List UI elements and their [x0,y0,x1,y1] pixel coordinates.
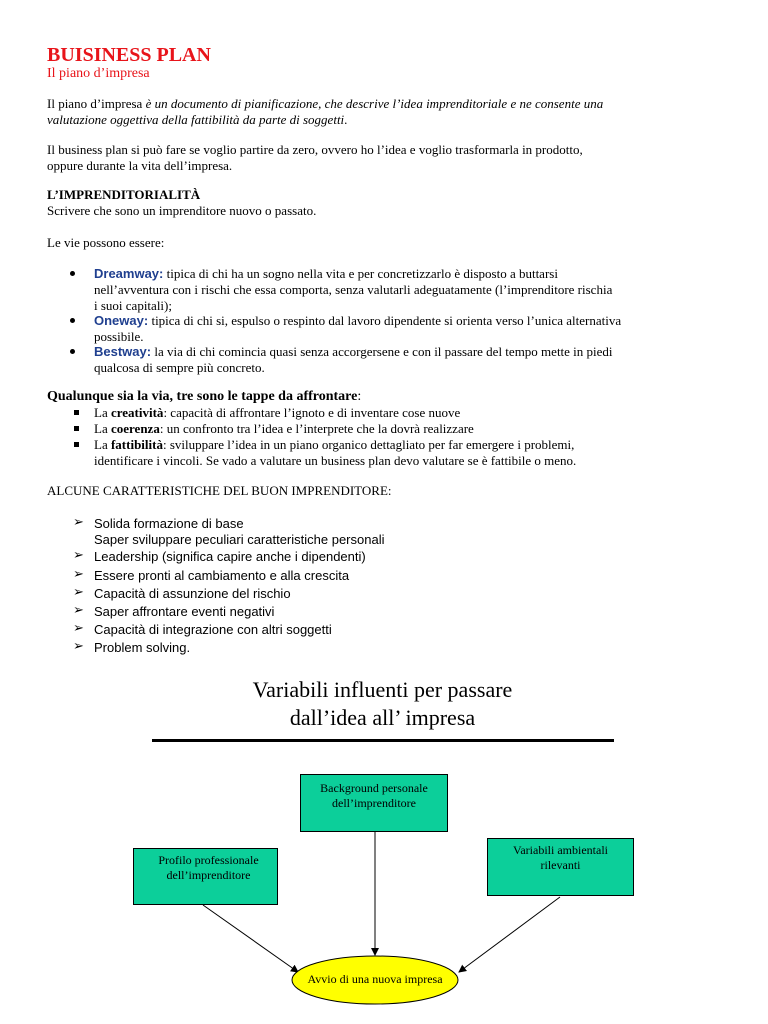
arrow-bullet-icon: ➢ [73,639,84,654]
page-subtitle: Il piano d’impresa [47,66,150,81]
box-text: Variabili ambientali [513,843,608,857]
arrow-bullet-icon: ➢ [73,621,84,636]
tappa-bold: creatività [110,405,164,420]
box-text: Profilo professionale [158,853,259,867]
via-dreamway: Dreamway: tipica di chi ha un sogno nella vita e per concretizzarlo è disposto a buttarsi nell’avventura con i rischi che essa comporta, senza valutarli adeguatamente (l’imprenditore rischia i suoi capitali); [94,266,613,313]
arrow-bullet-icon: ➢ [73,548,84,563]
connector-left [203,905,298,972]
via-name: Oneway [94,313,144,328]
via-line: possibile. [94,329,144,344]
via-line: i suoi capitali); [94,298,172,313]
vie-intro: Le vie possono essere: [47,235,165,250]
diagram-title-line2: dall’idea all’ impresa [289,705,476,730]
via-line: tipica di chi si, espulso o respinto dal lavoro dipendente si orienta verso l’unica alternativa [151,313,622,328]
intro-p2-line1: Il business plan si può fare se voglio partire da zero, ovvero ho l’idea e voglio trasformarla in prodotto, [47,142,583,157]
via-line: la via di chi comincia quasi senza accorgersene e con il passare del tempo mette in piedi [154,344,613,359]
via-name: Dreamway [94,266,160,281]
tappa-rest: : un confronto tra l’idea e l’interprete che la dovrà realizzare [159,421,474,436]
caratteristica-item: Capacità di assunzione del rischio [94,586,291,601]
box-text: rilevanti [540,858,581,872]
page-title: BUISINESS PLAN [47,44,211,66]
caratteristica-item: Capacità di integrazione con altri soggetti [94,622,332,637]
tappa-bold: coerenza [110,421,160,436]
caratteristica-item: Solida formazione di base [94,516,244,531]
via-name: Bestway [94,344,147,359]
arrow-bullet-icon: ➢ [73,567,84,582]
caratteristiche-heading: ALCUNE CARATTERISTICHE DEL BUON IMPRENDITORE: [47,483,392,498]
center-label: Avvio di una nuova impresa [307,972,443,986]
arrow-bullet-icon: ➢ [73,603,84,618]
arrow-bullet-icon: ➢ [73,585,84,600]
box-profilo-professionale [133,848,278,905]
intro-italic-line1: è un documento di pianificazione, che descrive l’idea imprenditoriale e ne consente una [145,96,604,111]
tappe-heading-end: : [357,389,362,404]
intro-p2-line2: oppure durante la vita dell’impresa. [47,158,233,173]
tappa-pre: La [94,421,111,436]
box-text: dell’imprenditore [166,868,251,882]
box-text: Background personale [320,781,428,795]
intro-lead: Il piano d’impresa [47,96,146,111]
caratteristica-item: Essere pronti al cambiamento e alla crescita [94,568,350,583]
tappe-heading-text: Qualunque sia la via, tre sono le tappe da affrontare [47,389,358,404]
via-line: nell’avventura con i rischi che essa comporta, senza valutarli adeguatamente (l’imprenditore rischia [94,282,613,297]
box-text: dell’imprenditore [332,796,416,810]
tappa-rest: : capacità di affrontare l’ignoto e di inventare cose nuove [163,405,461,420]
via-bestway: Bestway: la via di chi comincia quasi senza accorgersene e con il passare del tempo mette in piedi qualcosa di sempre più concreto. [94,344,613,375]
tappa-bold: fattibilità [110,437,163,452]
tappa-rest: : sviluppare l’idea in un piano organico dettagliato per far emergere i problemi, [162,437,575,452]
box-background-personale [300,774,448,832]
arrow-bullet-icon: ➢ [73,515,84,530]
tappa-line2: identificare i vincoli. Se vado a valutare un business plan devo valutare se è fattibile o meno. [94,453,577,468]
connector-right [459,897,560,972]
intro-end: . [344,112,348,127]
box-variabili-ambientali [487,838,634,896]
diagram-title-line1: Variabili influenti per passare [252,677,513,702]
intro-italic-line2: valutazione oggettiva della fattibilità da parte di soggetti [47,112,345,127]
caratteristica-item: Saper sviluppare peculiari caratteristiche personali [94,532,385,547]
caratteristica-item: Problem solving. [94,640,191,655]
via-oneway: Oneway: tipica di chi si, espulso o respinto dal lavoro dipendente si orienta verso l’unica alternativa possibile. [94,313,622,344]
tappa-pre: La [94,405,111,420]
caratteristica-item: Saper affrontare eventi negativi [94,604,275,619]
via-line: tipica di chi ha un sogno nella vita e per concretizzarlo è disposto a buttarsi [166,266,558,281]
caratteristica-item: Leadership (significa capire anche i dipendenti) [94,549,366,564]
tappa-pre: La [94,437,111,452]
via-line: qualcosa di sempre più concreto. [94,360,265,375]
imprenditorialita-line: Scrivere che sono un imprenditore nuovo o passato. [47,203,317,218]
section-heading-imprenditorialita: L’IMPRENDITORIALITÀ [47,187,201,202]
